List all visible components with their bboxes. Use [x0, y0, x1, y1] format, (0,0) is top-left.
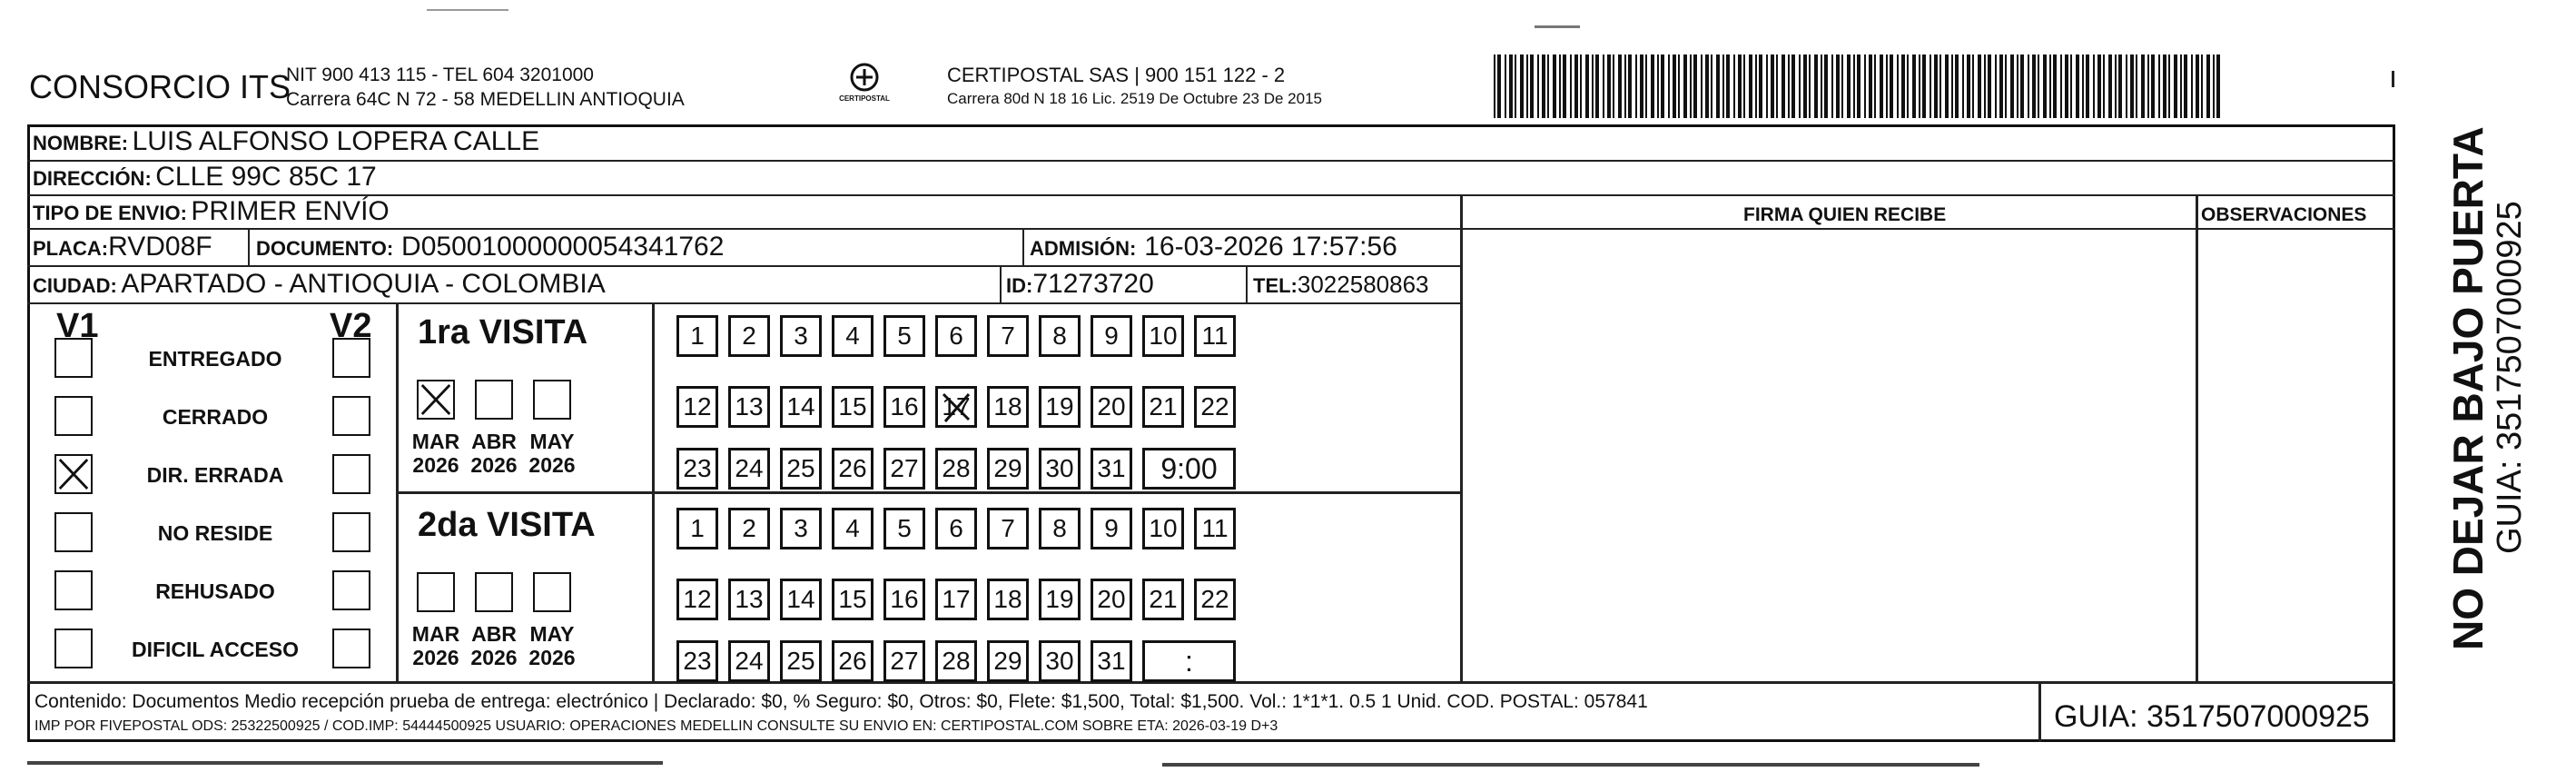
day-box[interactable]: 28: [935, 448, 977, 490]
day-box[interactable]: 2: [728, 315, 770, 357]
certipostal-logo: [833, 61, 896, 108]
day-box[interactable]: 30: [1039, 640, 1081, 682]
day-box[interactable]: 21: [1142, 386, 1184, 428]
day-box[interactable]: 1: [676, 315, 718, 357]
day-box[interactable]: 17: [935, 579, 977, 620]
day-box[interactable]: 28: [935, 640, 977, 682]
day-box[interactable]: 23: [676, 640, 718, 682]
month-checkbox[interactable]: [533, 572, 571, 612]
day-box[interactable]: 9: [1091, 315, 1132, 357]
day-box[interactable]: 18: [987, 386, 1029, 428]
nombre-value: LUIS ALFONSO LOPERA CALLE: [132, 126, 540, 156]
v2-checkbox[interactable]: [332, 512, 370, 552]
company-name: CONSORCIO ITS: [29, 68, 291, 105]
day-box[interactable]: 4: [832, 508, 873, 549]
day-box[interactable]: 7: [987, 508, 1029, 549]
day-box[interactable]: 24: [728, 640, 770, 682]
observaciones-header: OBSERVACIONES: [2201, 204, 2367, 225]
day-box[interactable]: 30: [1039, 448, 1081, 490]
time-box[interactable]: :: [1142, 640, 1236, 682]
v2-checkbox[interactable]: [332, 628, 370, 668]
imp-text: IMP POR FIVEPOSTAL ODS: 25322500925 / COD.IMP: 54444500925 USUARIO: OPERACIONES MEDELLIN CONSULTE SU ENVIO EN: CERTIPOSTAL.COM SOBRE ETA: 2026-03-19 D+3: [35, 718, 1278, 734]
day-box[interactable]: 20: [1091, 579, 1132, 620]
day-box[interactable]: 8: [1039, 508, 1081, 549]
status-option-label: DIFICIL ACCESO: [131, 638, 299, 661]
month-checkbox[interactable]: [417, 380, 455, 420]
tipo-envio-label: TIPO DE ENVIO:: [33, 202, 187, 224]
v1-checkbox[interactable]: [54, 512, 93, 552]
v1-checkbox[interactable]: [54, 396, 93, 436]
v2-checkbox[interactable]: [332, 396, 370, 436]
v1-checkbox[interactable]: [54, 628, 93, 668]
day-box[interactable]: 13: [728, 386, 770, 428]
documento-value: D05001000000054341762: [401, 232, 725, 262]
tel-label: TEL:: [1253, 274, 1298, 297]
month-label: ABR 2026: [470, 430, 518, 478]
day-box[interactable]: 16: [883, 579, 925, 620]
certipostal-line2: Carrera 80d N 18 16 Lic. 2519 De Octubre 23 De 2015: [947, 90, 1322, 107]
month-label: MAY 2026: [528, 430, 576, 478]
day-box[interactable]: 26: [832, 448, 873, 490]
day-box[interactable]: 29: [987, 448, 1029, 490]
side-guia: GUIA: 3517507000925: [2491, 201, 2529, 554]
logo-text: CERTIPOSTAL: [839, 94, 890, 103]
v2-checkbox[interactable]: [332, 570, 370, 610]
day-box[interactable]: 12: [676, 579, 718, 620]
month-checkbox[interactable]: [533, 380, 571, 420]
time-box[interactable]: 9:00: [1142, 448, 1236, 490]
day-box[interactable]: 8: [1039, 315, 1081, 357]
v2-checkbox[interactable]: [332, 338, 370, 378]
month-label: MAR 2026: [411, 622, 460, 670]
tipo-envio-value: PRIMER ENVÍO: [191, 196, 390, 226]
day-box[interactable]: 7: [987, 315, 1029, 357]
v1-label: V1: [56, 307, 99, 345]
scan-mark: [2392, 71, 2394, 87]
day-box[interactable]: 22: [1194, 579, 1236, 620]
v1-checkbox[interactable]: [54, 454, 93, 494]
day-box[interactable]: 13: [728, 579, 770, 620]
contenido-text: Contenido: Documentos Medio recepción prueba de entrega: electrónico | Declarado: $0, % Seguro: $0, Otros: $0, Flete: $1,500, Total: $1,500. Vol.: 1*1*1. 0.5 1 Unid. COD. POSTAL: 057841: [35, 691, 1648, 712]
day-box[interactable]: 15: [832, 386, 873, 428]
day-box[interactable]: 10: [1142, 315, 1184, 357]
visit-title: 1ra VISITA: [418, 313, 588, 351]
company-line2: Carrera 64C N 72 - 58 MEDELLIN ANTIOQUIA: [286, 89, 685, 110]
day-box[interactable]: 29: [987, 640, 1029, 682]
id-value: 71273720: [1032, 269, 1154, 299]
day-box[interactable]: 3: [780, 315, 822, 357]
day-box[interactable]: 18: [987, 579, 1029, 620]
day-box[interactable]: 20: [1091, 386, 1132, 428]
day-box[interactable]: 23: [676, 448, 718, 490]
scan-mark: [427, 9, 508, 11]
barcode: [1494, 54, 2226, 118]
ciudad-value: APARTADO - ANTIOQUIA - COLOMBIA: [121, 269, 606, 299]
day-box[interactable]: 31: [1091, 448, 1132, 490]
day-box[interactable]: 15: [832, 579, 873, 620]
day-box[interactable]: 10: [1142, 508, 1184, 549]
status-option-label: CERRADO: [162, 405, 269, 429]
day-box[interactable]: 5: [883, 315, 925, 357]
day-box[interactable]: 14: [780, 386, 822, 428]
visit-title: 2da VISITA: [418, 506, 596, 544]
ciudad-label: CIUDAD:: [33, 274, 117, 297]
v1-checkbox[interactable]: [54, 570, 93, 610]
placa-label: PLACA:: [33, 237, 109, 260]
day-box[interactable]: 16: [883, 386, 925, 428]
v2-label: V2: [330, 307, 372, 345]
day-box[interactable]: 11: [1194, 508, 1236, 549]
day-box[interactable]: 19: [1039, 386, 1081, 428]
month-checkbox[interactable]: [417, 572, 455, 612]
tel-value: 3022580863: [1297, 271, 1429, 298]
day-box[interactable]: 6: [935, 315, 977, 357]
day-box[interactable]: 12: [676, 386, 718, 428]
firma-header: FIRMA QUIEN RECIBE: [1743, 204, 1947, 225]
scan-mark: [1535, 25, 1580, 28]
day-box[interactable]: 31: [1091, 640, 1132, 682]
day-box[interactable]: 25: [780, 640, 822, 682]
day-box[interactable]: 27: [883, 448, 925, 490]
day-box[interactable]: 3: [780, 508, 822, 549]
v1-checkbox[interactable]: [54, 338, 93, 378]
status-option-label: REHUSADO: [155, 579, 275, 603]
month-label: MAR 2026: [411, 430, 460, 478]
admision-label: ADMISIÓN:: [1030, 237, 1137, 260]
direccion-label: DIRECCIÓN:: [33, 167, 152, 190]
day-box[interactable]: 6: [935, 508, 977, 549]
day-box[interactable]: 17: [935, 386, 977, 428]
nombre-label: NOMBRE:: [33, 132, 129, 154]
documento-label: DOCUMENTO:: [256, 237, 394, 260]
day-box[interactable]: 21: [1142, 579, 1184, 620]
admision-value: 16-03-2026 17:57:56: [1144, 232, 1397, 262]
month-label: MAY 2026: [528, 622, 576, 670]
month-label: ABR 2026: [470, 622, 518, 670]
no-dejar-warning: NO DEJAR BAJO PUERTA: [2444, 126, 2492, 650]
day-box[interactable]: 26: [832, 640, 873, 682]
v2-checkbox[interactable]: [332, 454, 370, 494]
status-option-label: NO RESIDE: [157, 521, 273, 545]
day-box[interactable]: 2: [728, 508, 770, 549]
id-label: ID:: [1006, 274, 1033, 297]
month-checkbox[interactable]: [475, 380, 513, 420]
footer-guia: GUIA: 3517507000925: [2054, 699, 2370, 734]
day-box[interactable]: 25: [780, 448, 822, 490]
day-box[interactable]: 4: [832, 315, 873, 357]
day-box[interactable]: 9: [1091, 508, 1132, 549]
day-box[interactable]: 19: [1039, 579, 1081, 620]
status-option-label: ENTREGADO: [148, 347, 282, 371]
placa-value: RVD08F: [108, 232, 212, 262]
company-line1: NIT 900 413 115 - TEL 604 3201000: [286, 64, 594, 85]
day-box[interactable]: 5: [883, 508, 925, 549]
day-box[interactable]: 1: [676, 508, 718, 549]
day-box[interactable]: 27: [883, 640, 925, 682]
day-box[interactable]: 22: [1194, 386, 1236, 428]
day-box[interactable]: 24: [728, 448, 770, 490]
day-box[interactable]: 11: [1194, 315, 1236, 357]
certipostal-line1: CERTIPOSTAL SAS | 900 151 122 - 2: [947, 64, 1286, 86]
direccion-value: CLLE 99C 85C 17: [155, 162, 377, 192]
status-option-label: DIR. ERRADA: [146, 463, 284, 487]
day-box[interactable]: 14: [780, 579, 822, 620]
month-checkbox[interactable]: [475, 572, 513, 612]
